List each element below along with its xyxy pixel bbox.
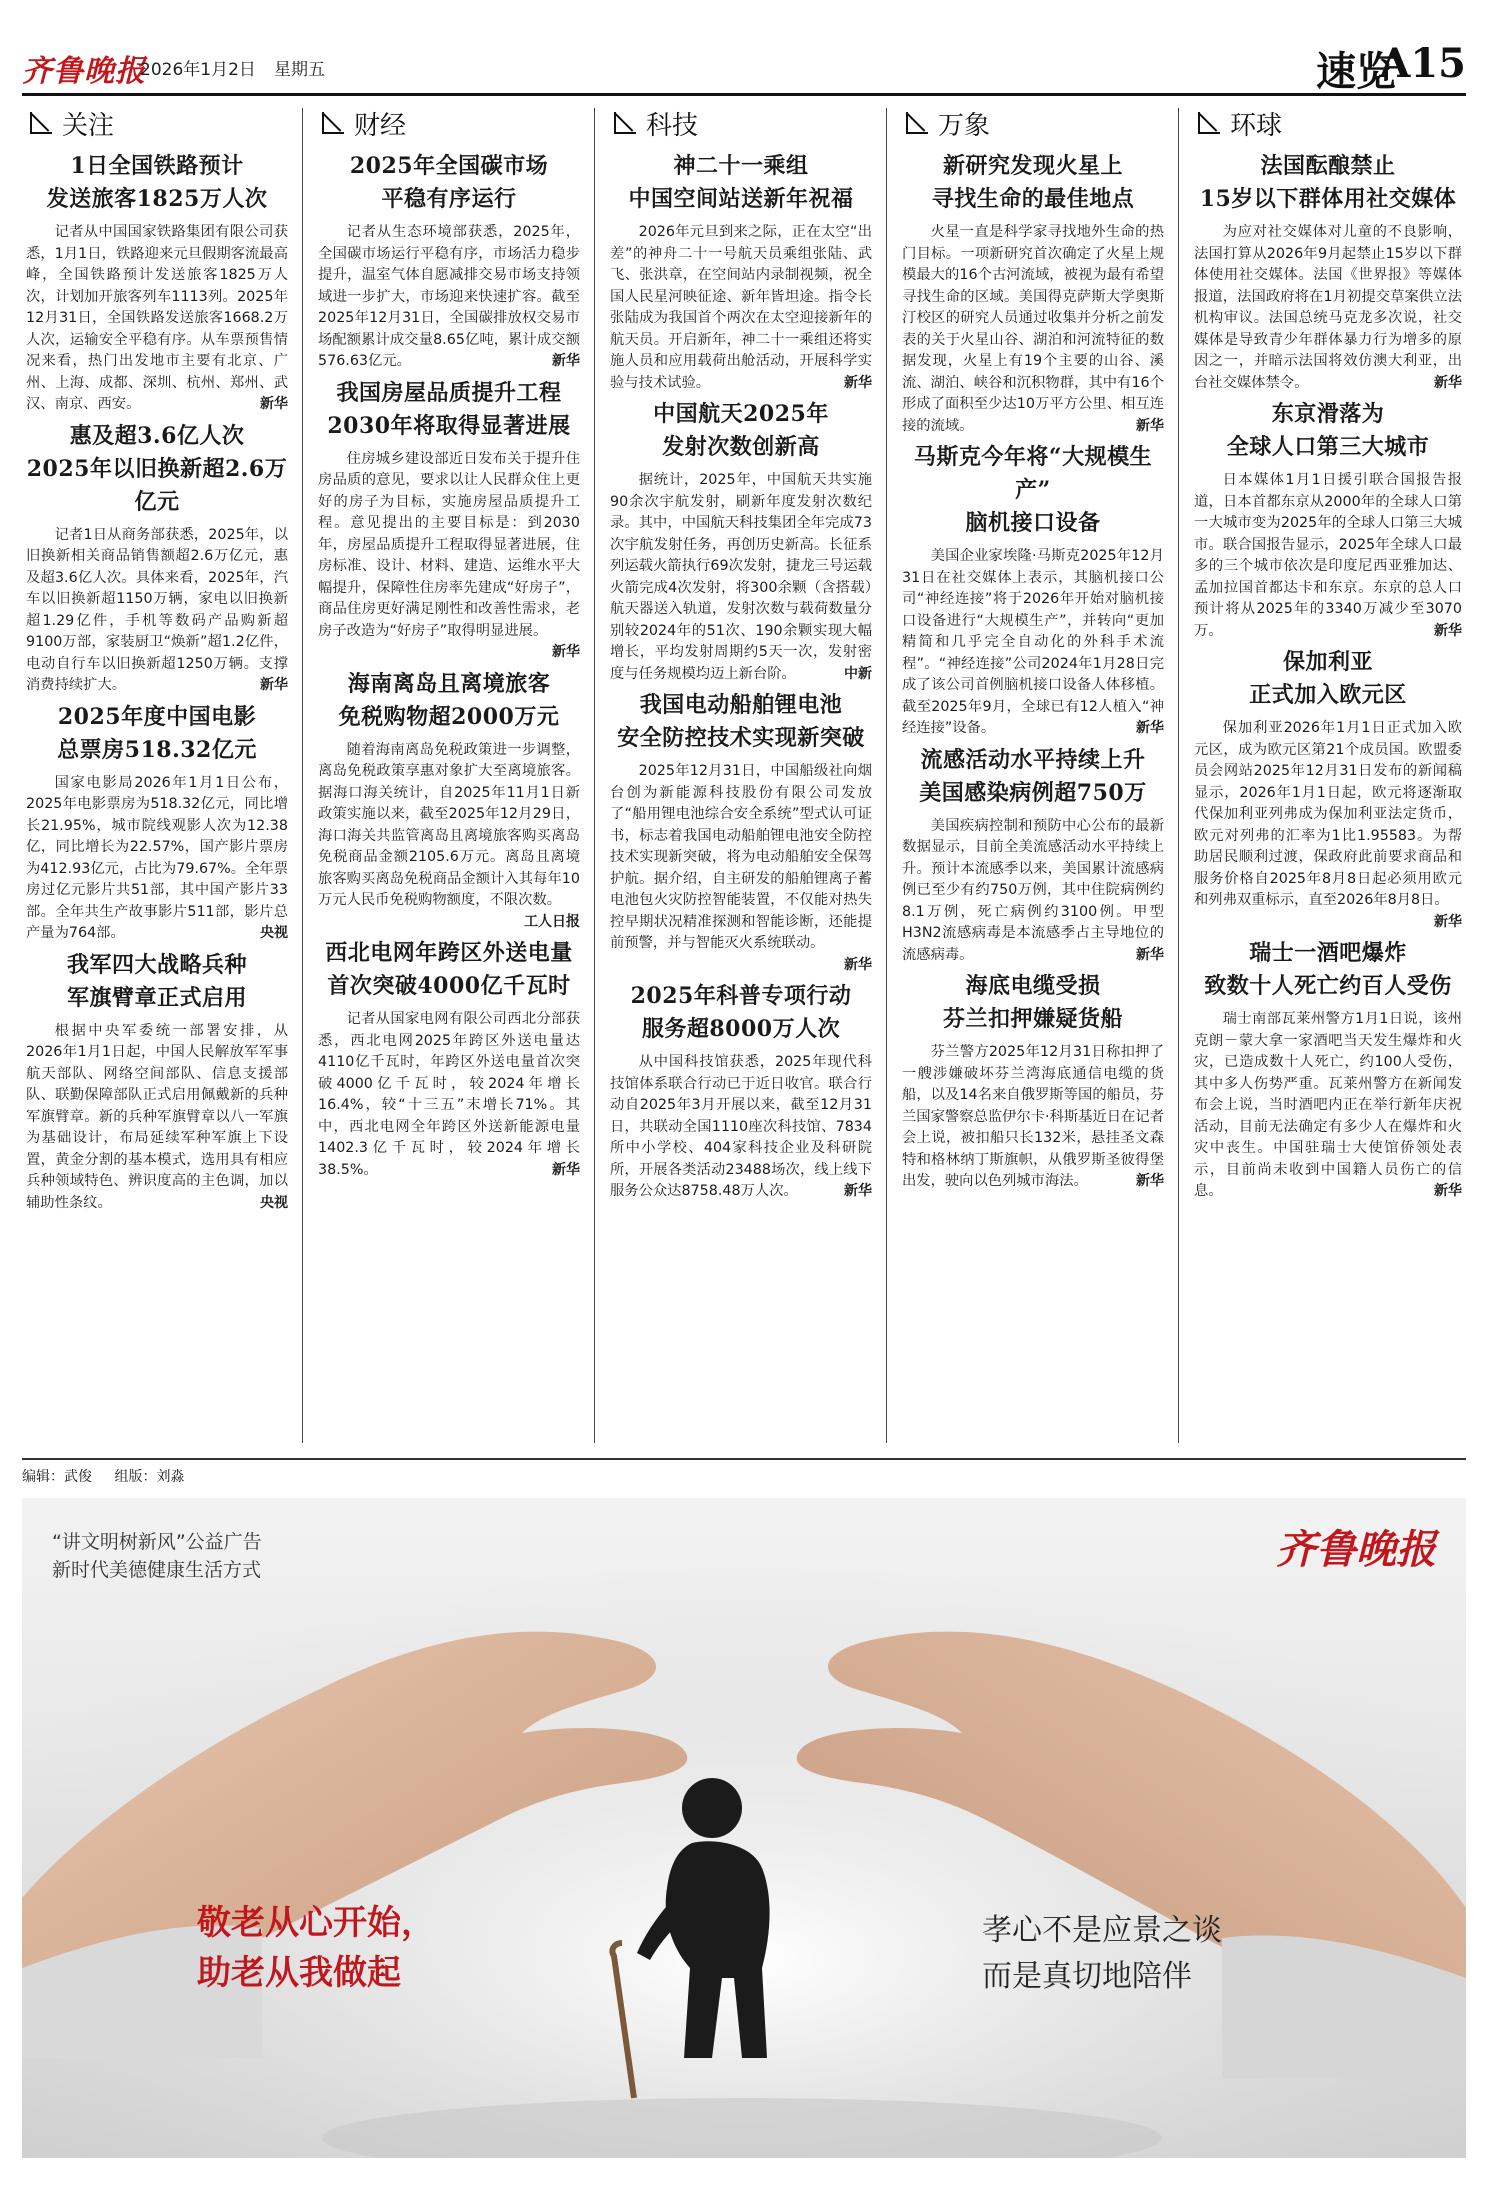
article-source: 央视: [260, 925, 288, 941]
article-body: 国家电影局2026年1月1日公布，2025年电影票房为518.32亿元，同比增长21.95%，城市院线观影人次为12.38亿，同比增长为22.57%，国产影片票房为412.93亿元，占比为79.67%。全年票房过亿元影片共51部，其中国产影片33部。全年共生产故事影片511部，影片总产量为764部。 央视: [26, 773, 288, 945]
ad-tagline: “讲文明树新风”公益广告 新时代美德健康生活方式: [52, 1531, 262, 1581]
article-headline: 西北电网年跨区外送电量 首次突破4000亿千瓦时: [325, 940, 573, 999]
editor-name: 编辑：武俊: [22, 1469, 92, 1485]
article-source: 新华: [1434, 913, 1462, 930]
column-header: [898, 100, 1168, 146]
column-keji: [606, 100, 876, 1450]
column-divider: [302, 108, 303, 1443]
column-label: 万象: [938, 110, 991, 141]
article-headline: 东京滑落为 全球人口第三大城市: [1226, 401, 1430, 460]
article-source: 新华: [260, 677, 288, 693]
article-source: 央视: [260, 1194, 288, 1211]
article[interactable]: [314, 150, 584, 373]
article[interactable]: [606, 150, 876, 394]
publication-date: 2026年1月2日: [140, 60, 256, 80]
page-number: A15: [1379, 40, 1466, 87]
article[interactable]: [314, 377, 584, 664]
ad-newspaper-logo: 齐鲁晚报: [1276, 1526, 1436, 1573]
article[interactable]: [1190, 398, 1466, 642]
article-headline: 我国房屋品质提升工程 2030年将取得显著进展: [327, 379, 571, 439]
article-body: 为应对社交媒体对儿童的不良影响，法国打算从2026年9月起禁止15岁以下群体使用社交媒体。法国《世界报》等媒体报道，法国政府将在1月初提交草案供立法机构审议。法国总统马克龙多次说，社交媒体是导致青少年群体暴力行为增多的原因之一，并暗示法国将效仿澳大利亚，出台社交媒体禁令。 新华: [1194, 222, 1462, 394]
hands-and-elder-illustration: [22, 1498, 1466, 2158]
column-wanxiang: [898, 100, 1168, 1450]
article-source: 新华: [552, 644, 580, 660]
newspaper-logo: 齐鲁晚报: [22, 54, 146, 89]
article-headline: 海南离岛且离境旅客 免税购物超2000万元: [338, 670, 560, 730]
article-headline: 我军四大战略兵种 军旗臂章正式启用: [66, 951, 247, 1011]
article[interactable]: [898, 970, 1168, 1193]
column-huanqiu: [1190, 100, 1466, 1450]
column-label: 财经: [354, 110, 407, 141]
article[interactable]: [898, 744, 1168, 967]
article-source: 工人日报: [524, 913, 580, 930]
article-headline: 中国航天2025年 发射次数创新高: [653, 401, 829, 460]
article-body: 火星一直是科学家寻找地外生命的热门目标。一项新研究首次确定了火星上规模最大的16个古河流域，被视为最有希望寻找生命的区域。美国得克萨斯大学奥斯汀校区的研究人员通过收集并分析之前发表的关于火星山谷、湖泊和河流特征的数据发现，火星上有19个主要的山谷、溪流、湖泊、峡谷和沉积物群，其中有16个形成了面积至少达10万平方公里、相互连接的流域。 新华: [902, 222, 1164, 437]
corner-arrow-icon: [902, 108, 932, 138]
corner-arrow-icon: [318, 108, 348, 138]
article[interactable]: [314, 937, 584, 1181]
article-body: 2025年12月31日，中国船级社向烟台创为新能源科技股份有限公司发放了“船用锂电池综合安全系统”型式认可证书，标志着我国电动船舶锂电池安全防控技术实现新突破，将为电动船舶安全保驾护航。据介绍，自主研发的船舶锂离子蓄电池包火灾防控智能装置，不仅能对热失控早期状况精准探测和智能诊断，还能提前预警，并与智能灭火系统联动。 新华: [610, 761, 872, 955]
article-source: 新华: [1434, 1183, 1462, 1199]
article-source: 新华: [844, 956, 872, 973]
column-label: 关注: [62, 110, 115, 141]
article[interactable]: [22, 949, 292, 1215]
article-source: 新华: [552, 1161, 580, 1178]
article[interactable]: [1190, 937, 1466, 1203]
article-body: 据统计，2025年，中国航天共实施90余次宇航发射，刷新年度发射次数纪录。其中，中国航天科技集团全年完成73次宇航发射任务，再创历史新高。长征系列运载火箭执行69次发射，捷龙三号运载火箭完成4次发射，将300余颗（含搭载）航天器送入轨道，发射次数与载荷数量分别较2024年的51次、190余颗实现大幅增长，平均发射周期约5天一次，发射密度与任务规模均迈上新台阶。 中新: [610, 470, 872, 685]
article[interactable]: [898, 150, 1168, 437]
article-source: 新华: [1434, 622, 1462, 639]
article-body: 瑞士南部瓦莱州警方1月1日说，该州克朗－蒙大拿一家酒吧当天发生爆炸和火灾，已造成数十人死亡，约100人受伤，其中多人伤势严重。瓦莱州警方在新闻发布会上说，当时酒吧内正在举行新年庆祝活动，目前无法确定有多少人在爆炸和火灾中丧生。中国驻瑞士大使馆侨领处表示，目前尚未收到中国籍人员伤亡的信息。 新华: [1194, 1009, 1462, 1203]
column-header: [314, 100, 584, 146]
ad-slogan-red: 敬老从心开始， 助老从我做起: [197, 1903, 435, 1993]
article-body: 芬兰警方2025年12月31日称扣押了一艘涉嫌破坏芬兰湾海底通信电缆的货船，以及14名来自俄罗斯等国的船员，芬兰国家警察总监伊尔卡·科斯基近日在记者会上说，被扣船只长132米，悬挂圣文森特和格林纳丁斯旗帜，从俄罗斯圣彼得堡出发，驶向以色列城市海法。 新华: [902, 1042, 1164, 1193]
article-source: 新华: [552, 353, 580, 369]
article-headline: 海底电缆受损 芬兰扣押嫌疑货船: [942, 973, 1123, 1032]
article-body: 从中国科技馆获悉，2025年现代科技馆体系联合行动已于近日收官。联合行动自2025年3月开展以来，截至12月31日，共联动全国1110座次科技馆、7834所中小学校、404家科技企业及科研院所，开展各类活动23488场次，线上线下服务公众达8758.48万人次。 新华: [610, 1052, 872, 1203]
layout-editor-name: 组版：刘淼: [114, 1469, 185, 1485]
article-headline: 2025年科普专项行动 服务超8000万人次: [630, 983, 852, 1042]
article-headline: 2025年全国碳市场 平稳有序运行: [349, 153, 549, 212]
article[interactable]: [898, 441, 1168, 740]
article-headline: 1日全国铁路预计 发送旅客1825万人次: [46, 153, 268, 212]
corner-arrow-icon: [26, 108, 56, 138]
article-body: 随着海南离岛免税政策进一步调整，离岛免税政策享惠对象扩大至离境旅客。据海口海关统计，自2025年11月1日新政策实施以来，截至2025年12月29日，海口海关共监管离岛且离境旅客购买离岛免税商品金额2105.6万元。离岛且离境旅客购买离岛免税商品金额计入其每年10万元人民币免税购物额度，不限次数。 工人日报: [318, 740, 580, 912]
article-source: 新华: [844, 374, 872, 391]
article-body: 美国企业家埃隆·马斯克2025年12月31日在社交媒体上表示，其脑机接口公司“神经连接”将于2026年开始对脑机接口设备进行“大规模生产”，并转向“更加精简和几乎完全自动化的外科手术流程”。“神经连接”公司2024年1月28日完成了该公司首例脑机接口设备人体移植。截至2025年9月，全球已有12人植入“神经连接”设备。 新华: [902, 546, 1164, 740]
article-body: 记者从国家电网有限公司西北分部获悉，西北电网2025年跨区外送电量达4110亿千瓦时，年跨区外送电量首次突破4000亿千瓦时，较2024年增长16.4%，较“十三五”末增长71%。其中，西北电网全年跨区外送新能源电量1402.3亿千瓦时，较2024年增长38.5%。 新华: [318, 1009, 580, 1181]
column-divider: [1178, 108, 1179, 1443]
section-title: 速览: [1316, 48, 1396, 95]
corner-arrow-icon: [1194, 108, 1224, 138]
article[interactable]: [606, 398, 876, 685]
column-divider: [594, 108, 595, 1443]
news-columns: [22, 100, 1466, 1450]
article-headline: 马斯克今年将“大规模生产” 脑机接口设备: [913, 444, 1153, 536]
article-body: 记者从中国国家铁路集团有限公司获悉，1月1日，铁路迎来元旦假期客流最高峰，全国铁路预计发送旅客1825万人次，计划加开旅客列车1113列。2025年12月31日，全国铁路发送旅客1668.2万人次，运输安全平稳有序。从车票预售情况来看，热门出发地市主要有北京、广州、上海、成都、深圳、杭州、郑州、武汉、南京、西安。 新华: [26, 222, 288, 416]
editor-credits: [22, 1458, 1466, 1488]
article-source: 新华: [844, 1183, 872, 1199]
article-body: 记者从生态环境部获悉，2025年，全国碳市场运行平稳有序，市场活力稳步提升，温室气体自愿减排交易市场支持领域进一步扩大，市场迎来快速扩容。截至2025年12月31日，全国碳排放权交易市场配额累计成交量8.65亿吨，累计成交额576.63亿元。 新华: [318, 222, 580, 373]
article-headline: 法国酝酿禁止 15岁以下群体用社交媒体: [1199, 153, 1457, 212]
article[interactable]: [22, 150, 292, 416]
article-source: 新华: [1136, 1173, 1164, 1189]
column-label: 科技: [646, 110, 699, 141]
column-divider: [886, 108, 887, 1443]
article-headline: 新研究发现火星上 寻找生命的最佳地点: [931, 153, 1135, 212]
article-body: 根据中央军委统一部署安排，从2026年1月1日起，中国人民解放军军事航天部队、网络空间部队、信息支援部队、联勤保障部队正式启用佩戴新的兵种军旗臂章。新的兵种军旗臂章以八一军旗为基础设计，布局延续军种军旗上下设置，黄金分割的基本模式，选用具有相应兵种领域特色、辨识度高的主色调，加以辅助性条纹。 央视: [26, 1021, 288, 1215]
article-body: 美国疾病控制和预防中心公布的最新数据显示，目前全美流感活动水平持续上升。预计本流感季以来，美国累计流感病例已至少有约750万例，其中住院病例约8.1万例，死亡病例约3100例。甲型H3N2流感病毒是本流感季占主导地位的流感病毒。 新华: [902, 816, 1164, 967]
article-body: 住房城乡建设部近日发布关于提升住房品质的意见，要求以让人民群众住上更好的房子为目标，实施房屋品质提升工程。意见提出的主要目标是：到2030年，房屋品质提升工程取得显著进展，住房标准、设计、材料、建造、运维水平大幅提升，保障性住房率先建成“好房子”，商品住房更好满足刚性和改善性需求，老房子改造为“好房子”取得明显进展。 新华: [318, 449, 580, 643]
article-source: 新华: [1136, 946, 1164, 963]
ad-slogan-black: 孝心不是应景之谈 而是真切地陪伴: [982, 1913, 1222, 1994]
article[interactable]: [314, 668, 584, 934]
article[interactable]: [606, 689, 876, 976]
column-caijing: [314, 100, 584, 1450]
article-source: 新华: [1136, 417, 1164, 434]
article-body: 2026年元旦到来之际，正在太空“出差”的神舟二十一号航天员乘组张陆、武飞、张洪章，在空间站内录制视频，祝全国人民星河映征途、新年皆坦途。指令长张陆成为我国首个两次在太空迎接新年的航天员。开启新年，神二十一乘组还将实施人员和应用载荷出舱活动，开展科学实验与技术试验。 新华: [610, 222, 872, 394]
article-headline: 我国电动船舶锂电池 安全防控技术实现新突破: [617, 692, 865, 751]
article[interactable]: [606, 980, 876, 1203]
column-header: [606, 100, 876, 146]
article[interactable]: [22, 701, 292, 945]
article-headline: 惠及超3.6亿人次 2025年以旧换新超2.6万亿元: [26, 422, 288, 515]
article-headline: 2025年度中国电影 总票房518.32亿元: [57, 703, 257, 763]
article[interactable]: [22, 420, 292, 697]
column-label: 环球: [1230, 110, 1283, 141]
publication-weekday: 星期五: [274, 60, 325, 80]
column-header: [22, 100, 292, 146]
public-service-ad: [22, 1498, 1466, 2158]
article[interactable]: [1190, 646, 1466, 933]
article[interactable]: [1190, 150, 1466, 394]
article-source: 新华: [1136, 720, 1164, 736]
article-source: 中新: [844, 665, 872, 682]
article-body: 保加利亚2026年1月1日正式加入欧元区，成为欧元区第21个成员国。欧盟委员会网站2025年12月31日发布的新闻稿显示，2026年1月1日起，欧元将逐渐取代保加利亚列弗成为保加利亚法定货币，欧元对列弗的汇率为1比1.95583。为帮助居民顺利过渡，保政府此前要求商品和服务价格自2025年8月8日起必须用欧元和列弗双重标示，直至2026年8月8日。 新华: [1194, 718, 1462, 912]
corner-arrow-icon: [610, 108, 640, 138]
article-headline: 保加利亚 正式加入欧元区: [1249, 649, 1407, 708]
article-source: 新华: [1434, 374, 1462, 391]
article-body: 记者1日从商务部获悉，2025年，以旧换新相关商品销售额超2.6万亿元，惠及超3.6亿人次。具体来看，2025年，汽车以旧换新超1150万辆，家电以旧换新超1.29亿件，手机等数码产品购新超9100万部，家装厨卫“焕新”超1.2亿件，电动自行车以旧换新超1250万辆。支撑消费持续扩大。 新华: [26, 525, 288, 697]
column-guanzhu: [22, 100, 292, 1450]
article-headline: 流感活动水平持续上升 美国感染病例超750万: [919, 746, 1147, 806]
article-headline: 瑞士一酒吧爆炸 致数十人死亡约百人受伤: [1204, 940, 1452, 999]
article-source: 新华: [260, 396, 288, 412]
column-header: [1190, 100, 1466, 146]
article-headline: 神二十一乘组 中国空间站送新年祝福: [628, 153, 854, 212]
article-body: 日本媒体1月1日援引联合国报告报道，日本首都东京从2000年的全球人口第一大城市变为2025年的全球人口第三大城市。联合国报告显示，2025年全球人口最多的三个城市依次是印度尼西亚雅加达、孟加拉国首都达卡和东京。东京的总人口预计将从2025年的3340万减少至3070万。 新华: [1194, 470, 1462, 642]
masthead: [22, 40, 1466, 96]
